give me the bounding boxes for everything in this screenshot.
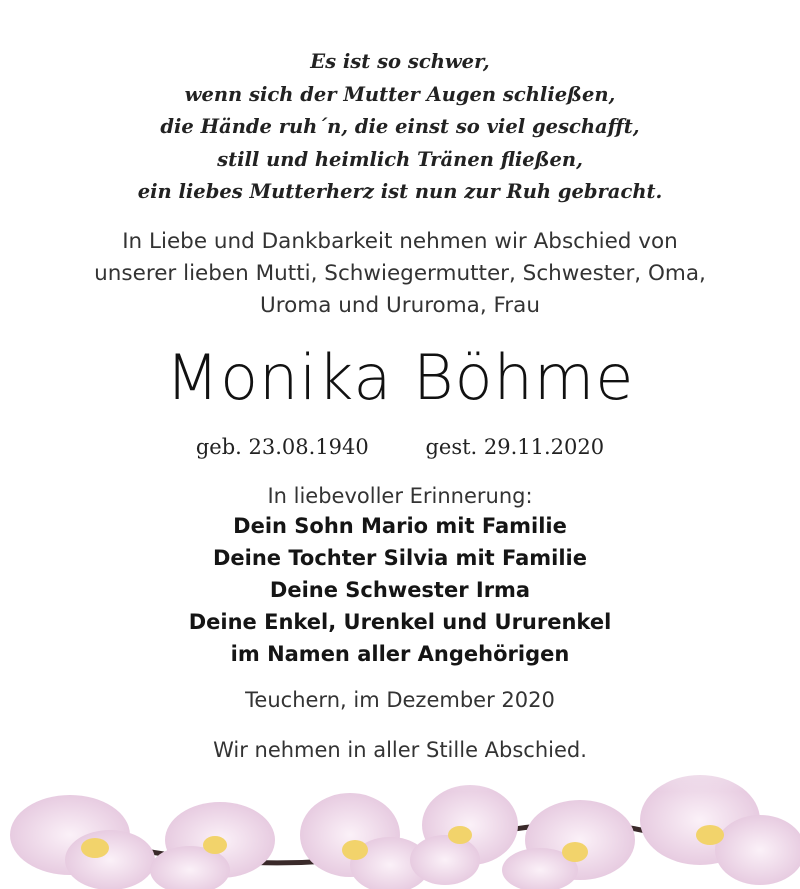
- mourner-line: Deine Tochter Silvia mit Familie: [212, 546, 587, 570]
- intro-line: Uroma und Ururoma, Frau: [260, 293, 540, 318]
- deceased-name: Monika Böhme: [165, 341, 635, 414]
- mourners-heading: In liebevoller Erinnerung:: [267, 484, 533, 508]
- place-date: Teuchern, im Dezember 2020: [245, 688, 555, 712]
- mourners-list: [0, 510, 800, 670]
- intro-text: [0, 226, 800, 322]
- intro-line: In Liebe und Dankbarkeit nehmen wir Abschied von: [122, 229, 678, 254]
- poem-line: die Hände ruh´n, die einst so viel geschafft,: [160, 115, 640, 138]
- farewell-text: Wir nehmen in aller Stille Abschied.: [213, 738, 587, 762]
- life-dates: [0, 432, 800, 462]
- intro-line: unserer lieben Mutti, Schwiegermutter, Schwester, Oma,: [94, 261, 706, 286]
- poem: [0, 46, 800, 209]
- mourner-line: im Namen aller Angehörigen: [230, 642, 570, 666]
- mourner-line: Dein Sohn Mario mit Familie: [233, 514, 567, 538]
- birth-date: geb. 23.08.1940: [195, 435, 369, 459]
- poem-line: wenn sich der Mutter Augen schließen,: [184, 82, 616, 106]
- death-date: gest. 29.11.2020: [425, 435, 605, 459]
- poem-line: Es ist so schwer,: [310, 50, 490, 73]
- mourner-line: Deine Enkel, Urenkel und Ururenkel: [188, 610, 612, 634]
- poem-line: still und heimlich Tränen fließen,: [217, 147, 583, 171]
- poem-line: ein liebes Mutterherz ist nun zur Ruh gebracht.: [137, 180, 663, 203]
- mourner-line: Deine Schwester Irma: [269, 578, 531, 602]
